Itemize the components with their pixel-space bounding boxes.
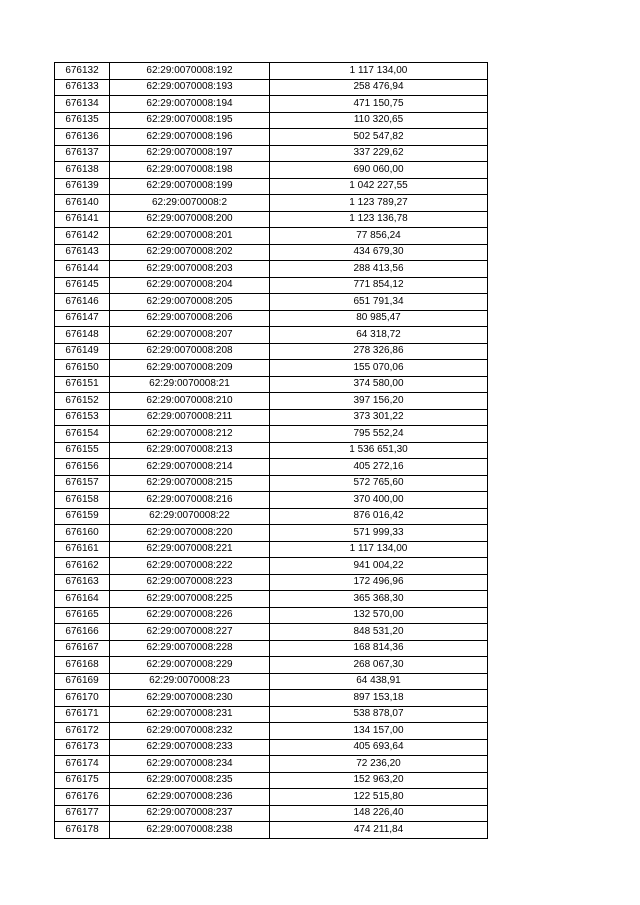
row-id-cell: 676132	[55, 63, 110, 80]
cadastral-value-cell: 474 211,84	[270, 822, 488, 839]
row-id-cell: 676153	[55, 409, 110, 426]
table-row	[55, 690, 488, 707]
cadastral-value-cell: 64 318,72	[270, 327, 488, 344]
cadastral-number-cell: 62:29:0070008:2	[110, 195, 270, 212]
cadastral-number-cell: 62:29:0070008:228	[110, 640, 270, 657]
row-id-cell: 676164	[55, 591, 110, 608]
table-row	[55, 558, 488, 575]
cadastral-number-cell: 62:29:0070008:196	[110, 129, 270, 146]
cadastral-number-cell: 62:29:0070008:201	[110, 228, 270, 245]
table-row	[55, 310, 488, 327]
table-row	[55, 772, 488, 789]
table-row	[55, 360, 488, 377]
cadastral-value-cell: 1 123 136,78	[270, 211, 488, 228]
cadastral-value-cell: 80 985,47	[270, 310, 488, 327]
cadastral-number-cell: 62:29:0070008:199	[110, 178, 270, 195]
table-body	[55, 63, 488, 839]
cadastral-value-table	[54, 62, 488, 839]
cadastral-number-cell: 62:29:0070008:203	[110, 261, 270, 278]
cadastral-value-cell: 434 679,30	[270, 244, 488, 261]
cadastral-value-cell: 373 301,22	[270, 409, 488, 426]
table-row	[55, 607, 488, 624]
cadastral-number-cell: 62:29:0070008:235	[110, 772, 270, 789]
table-row	[55, 442, 488, 459]
cadastral-number-cell: 62:29:0070008:212	[110, 426, 270, 443]
cadastral-number-cell: 62:29:0070008:209	[110, 360, 270, 377]
cadastral-number-cell: 62:29:0070008:211	[110, 409, 270, 426]
table-row	[55, 162, 488, 179]
cadastral-number-cell: 62:29:0070008:229	[110, 657, 270, 674]
cadastral-number-cell: 62:29:0070008:198	[110, 162, 270, 179]
cadastral-number-cell: 62:29:0070008:233	[110, 739, 270, 756]
cadastral-number-cell: 62:29:0070008:193	[110, 79, 270, 96]
row-id-cell: 676171	[55, 706, 110, 723]
cadastral-number-cell: 62:29:0070008:238	[110, 822, 270, 839]
cadastral-number-cell: 62:29:0070008:21	[110, 376, 270, 393]
cadastral-value-cell: 1 117 134,00	[270, 541, 488, 558]
row-id-cell: 676168	[55, 657, 110, 674]
cadastral-number-cell: 62:29:0070008:232	[110, 723, 270, 740]
cadastral-value-cell: 172 496,96	[270, 574, 488, 591]
cadastral-value-cell: 258 476,94	[270, 79, 488, 96]
row-id-cell: 676146	[55, 294, 110, 311]
row-id-cell: 676142	[55, 228, 110, 245]
row-id-cell: 676156	[55, 459, 110, 476]
row-id-cell: 676160	[55, 525, 110, 542]
row-id-cell: 676152	[55, 393, 110, 410]
row-id-cell: 676157	[55, 475, 110, 492]
table-row	[55, 591, 488, 608]
row-id-cell: 676163	[55, 574, 110, 591]
cadastral-value-cell: 134 157,00	[270, 723, 488, 740]
row-id-cell: 676149	[55, 343, 110, 360]
cadastral-number-cell: 62:29:0070008:226	[110, 607, 270, 624]
table-row	[55, 492, 488, 509]
cadastral-number-cell: 62:29:0070008:216	[110, 492, 270, 509]
cadastral-number-cell: 62:29:0070008:214	[110, 459, 270, 476]
table-row	[55, 574, 488, 591]
cadastral-value-cell: 405 272,16	[270, 459, 488, 476]
table-row	[55, 343, 488, 360]
table-row	[55, 739, 488, 756]
table-row	[55, 376, 488, 393]
row-id-cell: 676141	[55, 211, 110, 228]
row-id-cell: 676136	[55, 129, 110, 146]
row-id-cell: 676148	[55, 327, 110, 344]
cadastral-number-cell: 62:29:0070008:195	[110, 112, 270, 129]
cadastral-number-cell: 62:29:0070008:237	[110, 805, 270, 822]
table-row	[55, 525, 488, 542]
cadastral-value-cell: 897 153,18	[270, 690, 488, 707]
cadastral-value-cell: 370 400,00	[270, 492, 488, 509]
table-row	[55, 756, 488, 773]
cadastral-value-cell: 110 320,65	[270, 112, 488, 129]
cadastral-value-cell: 538 878,07	[270, 706, 488, 723]
cadastral-value-cell: 374 580,00	[270, 376, 488, 393]
cadastral-number-cell: 62:29:0070008:234	[110, 756, 270, 773]
cadastral-value-cell: 571 999,33	[270, 525, 488, 542]
cadastral-number-cell: 62:29:0070008:22	[110, 508, 270, 525]
cadastral-value-cell: 132 570,00	[270, 607, 488, 624]
table-row	[55, 178, 488, 195]
cadastral-value-cell: 122 515,80	[270, 789, 488, 806]
row-id-cell: 676174	[55, 756, 110, 773]
cadastral-number-cell: 62:29:0070008:215	[110, 475, 270, 492]
row-id-cell: 676145	[55, 277, 110, 294]
row-id-cell: 676150	[55, 360, 110, 377]
cadastral-value-cell: 365 368,30	[270, 591, 488, 608]
cadastral-number-cell: 62:29:0070008:231	[110, 706, 270, 723]
table-row	[55, 211, 488, 228]
row-id-cell: 676170	[55, 690, 110, 707]
cadastral-number-cell: 62:29:0070008:200	[110, 211, 270, 228]
table-row	[55, 244, 488, 261]
cadastral-number-cell: 62:29:0070008:230	[110, 690, 270, 707]
cadastral-number-cell: 62:29:0070008:208	[110, 343, 270, 360]
row-id-cell: 676172	[55, 723, 110, 740]
cadastral-value-cell: 848 531,20	[270, 624, 488, 641]
cadastral-value-cell: 278 326,86	[270, 343, 488, 360]
row-id-cell: 676135	[55, 112, 110, 129]
table-row	[55, 145, 488, 162]
cadastral-value-cell: 72 236,20	[270, 756, 488, 773]
cadastral-value-cell: 1 536 651,30	[270, 442, 488, 459]
cadastral-value-cell: 288 413,56	[270, 261, 488, 278]
cadastral-value-cell: 397 156,20	[270, 393, 488, 410]
row-id-cell: 676155	[55, 442, 110, 459]
table-row	[55, 541, 488, 558]
cadastral-value-cell: 876 016,42	[270, 508, 488, 525]
row-id-cell: 676151	[55, 376, 110, 393]
row-id-cell: 676169	[55, 673, 110, 690]
row-id-cell: 676159	[55, 508, 110, 525]
cadastral-number-cell: 62:29:0070008:202	[110, 244, 270, 261]
cadastral-number-cell: 62:29:0070008:194	[110, 96, 270, 113]
table-row	[55, 508, 488, 525]
table-row	[55, 327, 488, 344]
cadastral-number-cell: 62:29:0070008:227	[110, 624, 270, 641]
cadastral-value-cell: 268 067,30	[270, 657, 488, 674]
table-row	[55, 624, 488, 641]
cadastral-number-cell: 62:29:0070008:221	[110, 541, 270, 558]
cadastral-value-cell: 64 438,91	[270, 673, 488, 690]
cadastral-number-cell: 62:29:0070008:206	[110, 310, 270, 327]
cadastral-number-cell: 62:29:0070008:210	[110, 393, 270, 410]
cadastral-value-cell: 1 042 227,55	[270, 178, 488, 195]
cadastral-number-cell: 62:29:0070008:222	[110, 558, 270, 575]
row-id-cell: 676143	[55, 244, 110, 261]
cadastral-value-cell: 337 229,62	[270, 145, 488, 162]
cadastral-number-cell: 62:29:0070008:207	[110, 327, 270, 344]
table-row	[55, 723, 488, 740]
table-row	[55, 426, 488, 443]
cadastral-number-cell: 62:29:0070008:223	[110, 574, 270, 591]
row-id-cell: 676162	[55, 558, 110, 575]
row-id-cell: 676167	[55, 640, 110, 657]
cadastral-value-cell: 771 854,12	[270, 277, 488, 294]
row-id-cell: 676166	[55, 624, 110, 641]
cadastral-value-cell: 155 070,06	[270, 360, 488, 377]
row-id-cell: 676178	[55, 822, 110, 839]
row-id-cell: 676154	[55, 426, 110, 443]
row-id-cell: 676165	[55, 607, 110, 624]
cadastral-number-cell: 62:29:0070008:23	[110, 673, 270, 690]
row-id-cell: 676133	[55, 79, 110, 96]
cadastral-value-cell: 572 765,60	[270, 475, 488, 492]
cadastral-value-cell: 1 117 134,00	[270, 63, 488, 80]
cadastral-number-cell: 62:29:0070008:204	[110, 277, 270, 294]
cadastral-value-cell: 77 856,24	[270, 228, 488, 245]
table-row	[55, 79, 488, 96]
row-id-cell: 676137	[55, 145, 110, 162]
table-row	[55, 657, 488, 674]
row-id-cell: 676173	[55, 739, 110, 756]
cadastral-value-cell: 795 552,24	[270, 426, 488, 443]
table-row	[55, 63, 488, 80]
table-row	[55, 96, 488, 113]
cadastral-number-cell: 62:29:0070008:213	[110, 442, 270, 459]
table-row	[55, 409, 488, 426]
cadastral-value-cell: 168 814,36	[270, 640, 488, 657]
row-id-cell: 676175	[55, 772, 110, 789]
row-id-cell: 676139	[55, 178, 110, 195]
cadastral-number-cell: 62:29:0070008:220	[110, 525, 270, 542]
cadastral-number-cell: 62:29:0070008:225	[110, 591, 270, 608]
row-id-cell: 676161	[55, 541, 110, 558]
table-row	[55, 294, 488, 311]
row-id-cell: 676147	[55, 310, 110, 327]
cadastral-value-cell: 690 060,00	[270, 162, 488, 179]
table-row	[55, 459, 488, 476]
cadastral-number-cell: 62:29:0070008:205	[110, 294, 270, 311]
table-row	[55, 673, 488, 690]
table-row	[55, 789, 488, 806]
table-row	[55, 195, 488, 212]
table-row	[55, 640, 488, 657]
table-row	[55, 129, 488, 146]
cadastral-value-cell: 941 004,22	[270, 558, 488, 575]
cadastral-value-cell: 502 547,82	[270, 129, 488, 146]
row-id-cell: 676144	[55, 261, 110, 278]
row-id-cell: 676134	[55, 96, 110, 113]
table-row	[55, 475, 488, 492]
cadastral-number-cell: 62:29:0070008:192	[110, 63, 270, 80]
cadastral-value-cell: 148 226,40	[270, 805, 488, 822]
cadastral-value-cell: 1 123 789,27	[270, 195, 488, 212]
table-row	[55, 261, 488, 278]
table-row	[55, 228, 488, 245]
row-id-cell: 676158	[55, 492, 110, 509]
row-id-cell: 676177	[55, 805, 110, 822]
cadastral-number-cell: 62:29:0070008:236	[110, 789, 270, 806]
cadastral-value-cell: 152 963,20	[270, 772, 488, 789]
cadastral-number-cell: 62:29:0070008:197	[110, 145, 270, 162]
table-row	[55, 277, 488, 294]
row-id-cell: 676138	[55, 162, 110, 179]
cadastral-value-cell: 651 791,34	[270, 294, 488, 311]
row-id-cell: 676140	[55, 195, 110, 212]
cadastral-value-cell: 471 150,75	[270, 96, 488, 113]
table-row	[55, 112, 488, 129]
table-row	[55, 822, 488, 839]
table-row	[55, 805, 488, 822]
table-row	[55, 706, 488, 723]
table-row	[55, 393, 488, 410]
row-id-cell: 676176	[55, 789, 110, 806]
cadastral-value-cell: 405 693,64	[270, 739, 488, 756]
